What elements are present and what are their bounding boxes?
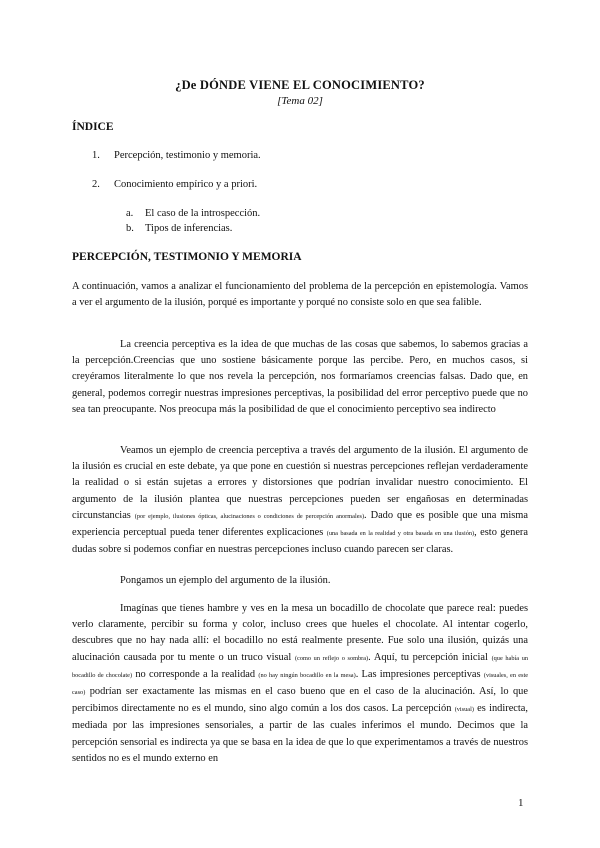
paragraph-4: Pongamos un ejemplo del argumento de la ilusión.: [120, 575, 331, 586]
paragraph-5-note: (que había un bocadillo de chocolate): [72, 654, 528, 679]
document-subtitle: [Tema 02]: [277, 95, 323, 107]
document-title: ¿De DÓNDE VIENE EL CONOCIMIENTO?: [175, 78, 425, 92]
index-subitem-label: El caso de la introspección.: [145, 208, 261, 219]
paragraph-5-note: (visual): [454, 706, 474, 714]
paragraph-2: La creencia perceptiva es la idea de que muchas de las cosas que sabemos, lo sabemos gracias a la percepción.Creencias que uno sostiene básicamente porque las percibe. Pero, en muchos casos, si creyéramos literalmente lo que nos revela la percepción, nos formaríamos creencias falsas. Dado que, en general, podemos corregir nuestras impresiones perceptivas, la posibilidad del error perceptivo puede que no sea tan preocupante. Nos preocupa más la posibilidad de que el conocimiento perceptivo sea indirecto: [72, 339, 528, 415]
index-item-number: 1.: [92, 150, 100, 161]
index-item-number: 2.: [92, 179, 100, 190]
paragraph-5-note: (no hay ningún bocadillo en la mesa): [258, 671, 356, 679]
index-heading: ÍNDICE: [72, 121, 114, 133]
paragraph-5-note: (visuales, en este caso): [72, 671, 529, 697]
paragraph-3-note: (por ejemplo, ilusiones ópticas, alucinaciones o condiciones de percepción anormales): [134, 512, 365, 520]
paragraph-5-text: Imagínas que tienes hambre y ves en la mesa un bocadillo de chocolate que parece real: puedes verlo claramente, percibir su forma y color, incluso crees que hueles el chocolate. Al intentar cogerlo, descubres que no hay nada allí: el bocadillo no está realmente presente. Fue solo una ilusión, quizás una alucinación causada por tu mente o un truco visual: [72, 603, 528, 663]
paragraph-5-note: (como un reflejo o sombra): [294, 654, 369, 662]
index-item-label: Conocimiento empírico y a priori.: [114, 179, 258, 190]
paragraph-3-text: Veamos un ejemplo de creencia perceptiva a través del argumento de la ilusión. El argumento de la ilusión es crucial en este debate, ya que pone en cuestión si nuestras percepciones reflejan verdaderamente la realidad o si están sujetas a errores y distorsiones que podrían invalidar nuestro conocimiento. El argumento de la ilusión plantea que nuestras percepciones pueden ser engañosas en determinadas circunstancias: [72, 445, 528, 521]
paragraph-5-text: podrían ser exactamente las mismas en el caso bueno que en el caso de la alucinación. Así, lo que percibimos directamente no es el mundo, sino algo común a los dos casos. La percepción: [72, 686, 528, 715]
paragraph-3-text: . Dado que es posible que una misma experiencia perceptual pueda tener diferentes explicaciones: [72, 509, 528, 539]
paragraph-3-note: (una basada en la realidad y otra basada en una ilusión): [326, 530, 475, 538]
index-item-label: Percepción, testimonio y memoria.: [114, 150, 261, 161]
index-subitem-letter: a.: [126, 208, 134, 219]
section-heading: PERCEPCIÓN, TESTIMONIO Y MEMORIA: [72, 251, 302, 263]
index-item: [92, 179, 257, 190]
paragraph-5-text: . Aquí, tu percepción inicial: [368, 651, 492, 663]
index-subitem: [126, 208, 260, 219]
paragraph-3-text: , esto genera dudas sobre si podemos confiar en nuestras percepciones incluso cuando parecen ser claras.: [72, 527, 528, 556]
paragraph-3: [72, 443, 528, 558]
paragraph-5: [72, 601, 528, 767]
index-subitem: [126, 223, 232, 234]
paragraph-1: A continuación, vamos a analizar el funcionamiento del problema de la percepción en epistemología. Vamos a ver el argumento de la ilusión, porqué es importante y porqué no consiste solo en que sea falible.: [72, 281, 528, 309]
paragraph-5-text: es indirecta, mediada por las impresiones sensoriales, a partir de las cuales inferimos el mundo. Decimos que la percepción sensorial es indirecta ya que se basa en la idea de que lo que experimentamos a través de nuestros sentidos no es el mundo externo en: [72, 703, 529, 764]
paragraph-5-text: . Las impresiones perceptivas: [355, 668, 484, 680]
page-number: 1: [518, 797, 524, 809]
paragraph-5-text: no corresponde a la realidad: [132, 668, 259, 680]
index-subitem-letter: b.: [126, 223, 134, 234]
index-subitem-label: Tipos de inferencias.: [145, 223, 233, 234]
index-item: [92, 150, 261, 161]
